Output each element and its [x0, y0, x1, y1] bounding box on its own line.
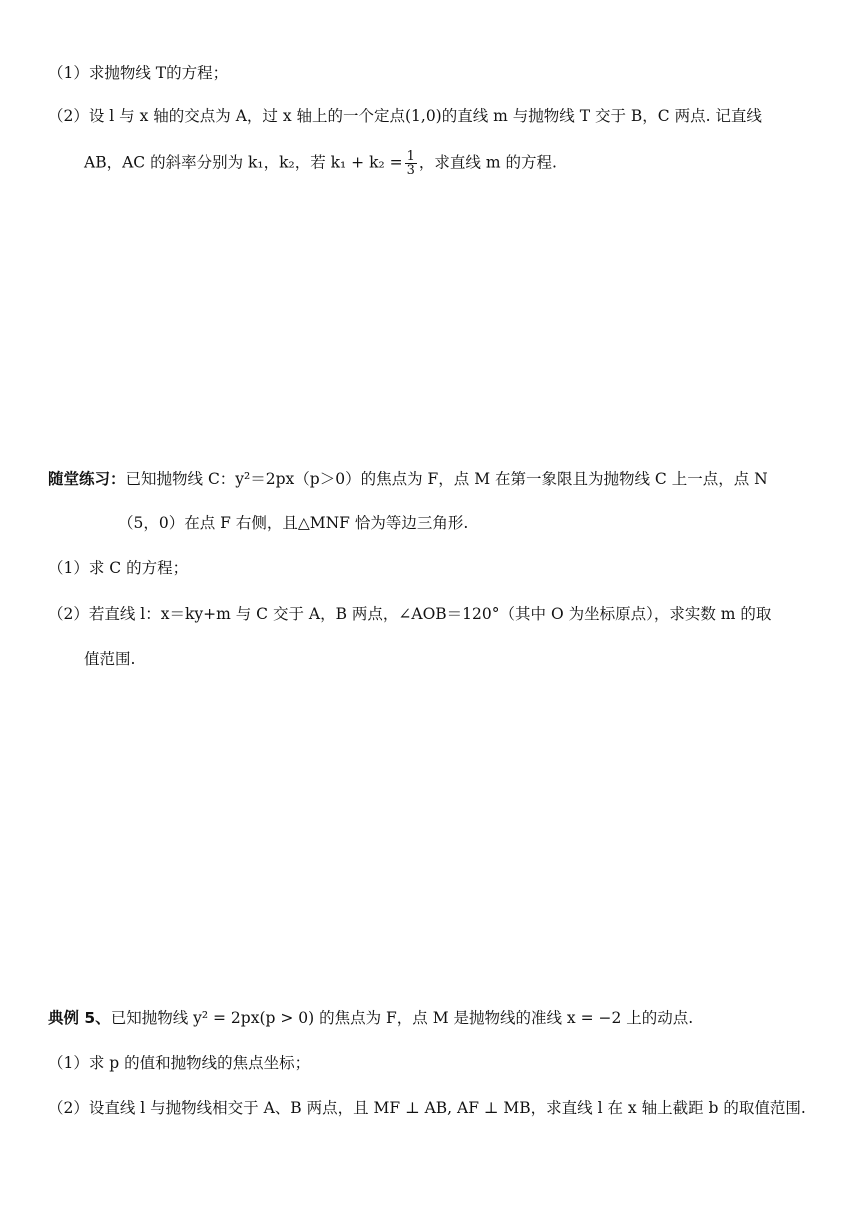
practice-q2-line1: （2）若直线 l：x＝ky+m 与 C 交于 A，B 两点，∠AOB＝120°（其中 O 为坐标原点），求实数 m 的取 [48, 605, 772, 623]
example5-q1: （1）求 p 的值和抛物线的焦点坐标； [48, 1054, 311, 1072]
practice-label: 随堂练习： [48, 470, 126, 488]
fraction-numerator: 1 [406, 149, 415, 164]
example5-heading-line [48, 1006, 693, 1030]
practice-cont: （5，0）在点 F 右侧，且△MNF 恰为等边三角形. [118, 514, 469, 532]
practice-q1: （1）求 C 的方程； [48, 559, 189, 577]
fraction-denominator: 3 [406, 163, 415, 178]
example5-text: 已知抛物线 y² = 2px(p > 0) 的焦点为 F，点 M 是抛物线的准线 x = −2 上的动点. [110, 1009, 694, 1027]
example5-q2: （2）设直线 l 与抛物线相交于 A、B 两点，且 MF ⊥ AB, AF ⊥ MB，求直线 l 在 x 轴上截距 b 的取值范围. [48, 1099, 806, 1117]
example5-label: 典例 5、 [48, 1009, 111, 1027]
q1-text: （1）求抛物线 T的方程； [48, 64, 229, 82]
fraction [405, 150, 417, 177]
q2-text-line1: （2）设 l 与 x 轴的交点为 A，过 x 轴上的一个定点(1,0)的直线 m 与抛物线 T 交于 B，C 两点. 记直线 [48, 107, 762, 125]
q2-text-line2 [84, 150, 557, 177]
practice-text: 已知抛物线 C：y²＝2px（p＞0）的焦点为 F，点 M 在第一象限且为抛物线 C 上一点，点 N [125, 470, 768, 488]
q2-line2-post: ，求直线 m 的方程. [418, 153, 557, 172]
q2-line2-pre: AB，AC 的斜率分别为 k₁，k₂，若 k₁ + k₂ = [84, 153, 403, 172]
practice-heading-line [48, 467, 768, 491]
practice-q2-line2: 值范围. [84, 650, 136, 668]
